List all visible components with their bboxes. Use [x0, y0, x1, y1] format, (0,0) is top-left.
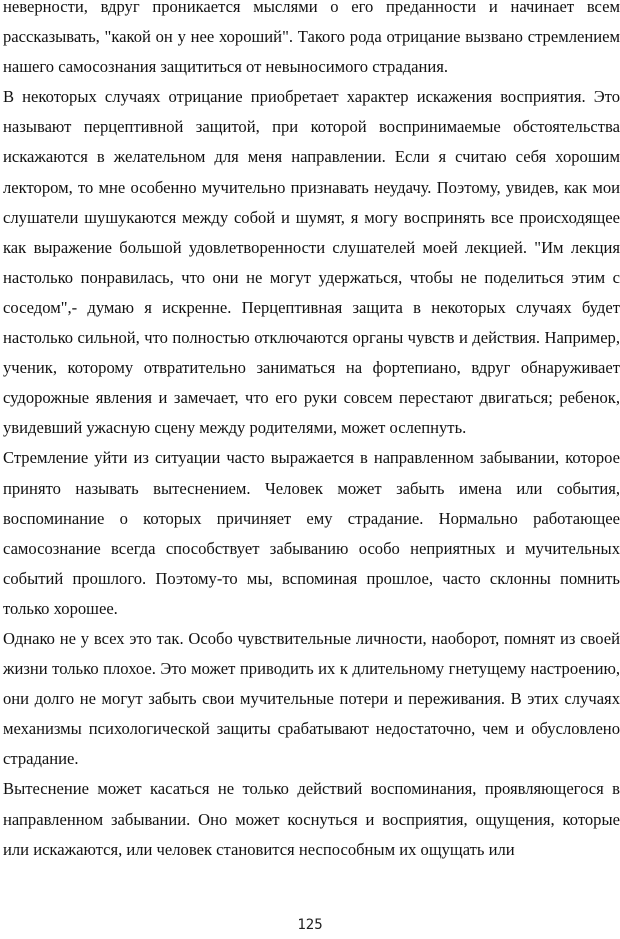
paragraph: Вытеснение может касаться не только действий воспоминания, проявляющегося в направленном забывании. Оно может коснуться и восприятия, ощущения, которые или искажаются, или человек становится неспособным их ощущать или [3, 779, 620, 859]
paragraph: Стремление уйти из ситуации часто выражается в направленном забывании, которое принято называть вытеснением. Человек может забыть имена или события, воспоминание о которых причиняет ему страдание. Нормально работающее самосознание всегда способствует забыванию особо неприятных и мучительных событий прошлого. Поэтому-то мы, вспоминая прошлое, часто склонны помнить только хорошее. [3, 448, 620, 618]
paragraph: Однако не у всех это так. Особо чувствительные личности, наоборот, помнят из своей жизни только плохое. Это может приводить их к длительному гнетущему настроению, они долго не могут забыть свои мучительные потери и переживания. В этих случаях механизмы психологической защиты срабатывают недостаточно, чем и обусловлено страдание. [3, 628, 620, 769]
paragraph: неверности, вдруг проникается мыслями о его преданности и начинает всем рассказывать, "какой он у нее хороший". Такого рода отрицание вызвано стремлением нашего самосознания защититься от невыносимого страдания. [3, 0, 620, 77]
paragraph: В некоторых случаях отрицание приобретает характер искажения восприятия. Это называют перцептивной защитой, при которой воспринимаемые обстоятельства искажаются в желательном для меня направлении. Если я считаю себя хорошим лектором, то мне особенно мучительно признавать неудачу. Поэтому, увидев, как мои слушатели шушукаются между собой и шумят, я могу воспринять все происходящее как выражение большой удовлетворенности слушателей моей лекцией. "Им лекция настолько понравилась, что они не могут удержаться, чтобы не поделиться этим с соседом",- думаю я искренне. Перцептивная защита в некоторых случаях будет настолько сильной, что полностью отключаются органы чувств и действия. Например, ученик, которому отвратительно заниматься на фортепиано, вдруг обнаруживает судорожные явления и замечает, что его руки совсем перестают двигаться; ребенок, увидевший ужасную сцену между родителями, может ослепнуть. [3, 87, 620, 438]
body-text [3, 0, 620, 865]
page-number: 125 [297, 917, 323, 933]
